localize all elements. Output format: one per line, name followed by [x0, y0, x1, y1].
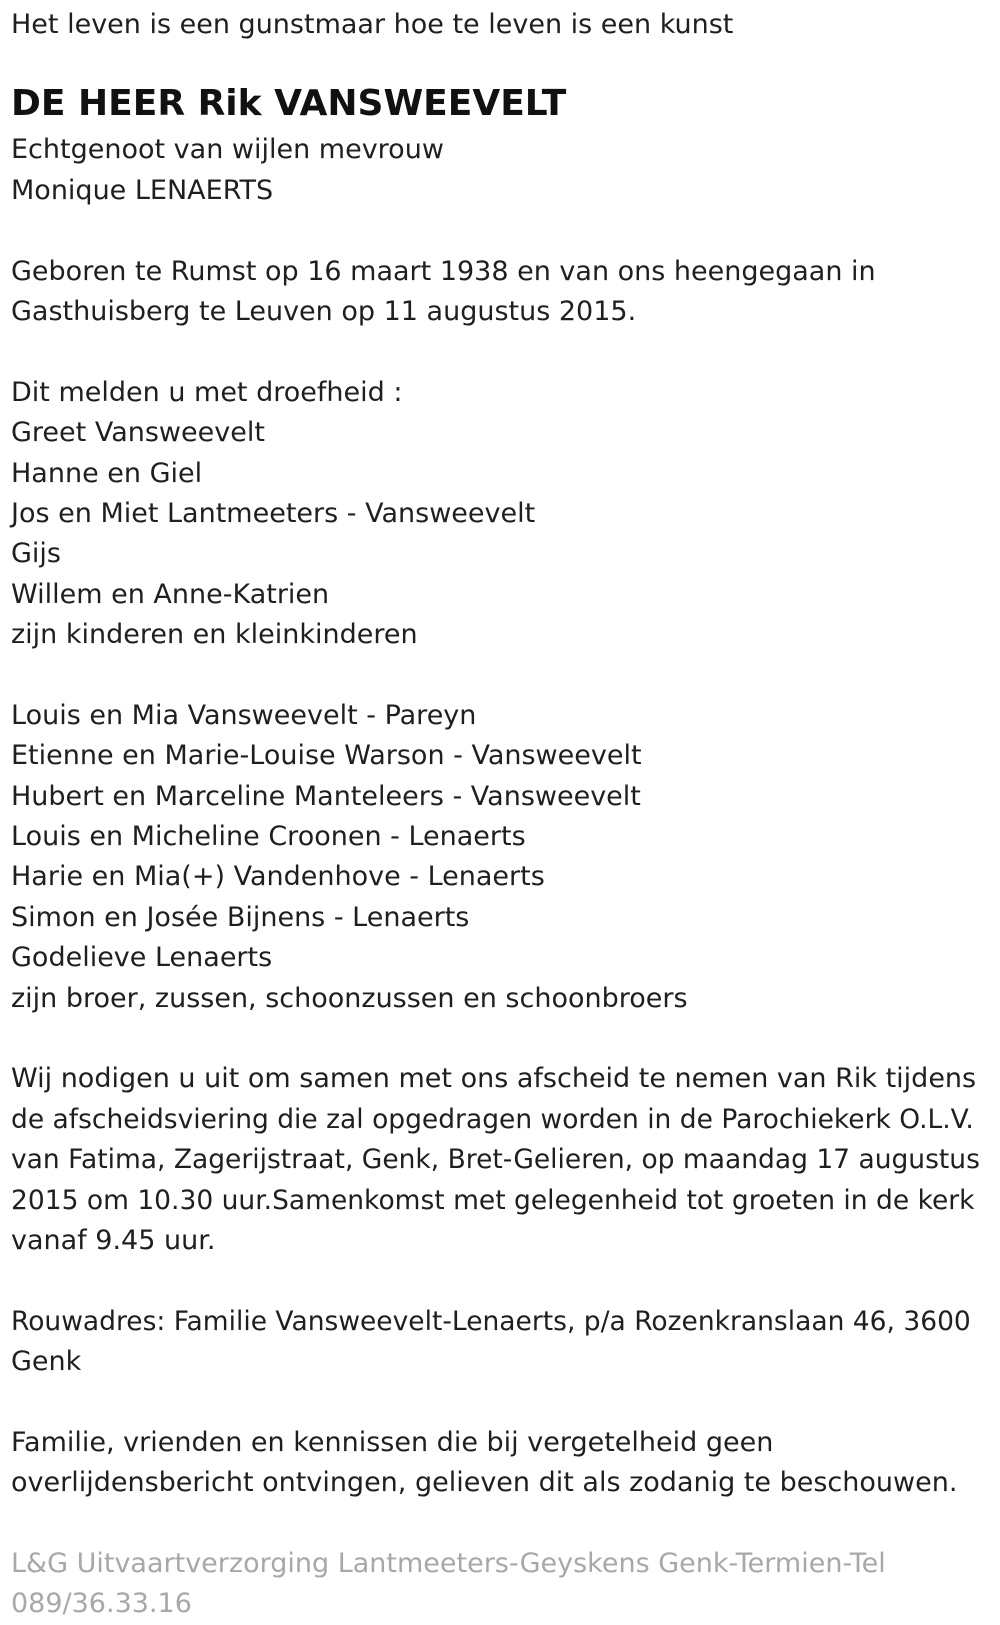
- invitation-text: de afscheidsviering die zal opgedragen worden in de Parochiekerk O.L.V.: [11, 1103, 974, 1135]
- spacer: [11, 1383, 986, 1423]
- funeral-home-phone: 089/36.33.16: [11, 1588, 192, 1620]
- family-member: Louis en Micheline Croonen - Lenaerts: [11, 821, 526, 853]
- family-member: Gijs: [11, 538, 61, 570]
- family-member: Godelieve Lenaerts: [11, 942, 273, 974]
- mourning-address: Genk: [11, 1346, 82, 1378]
- family-member: Louis en Mia Vansweevelt - Pareyn: [11, 699, 477, 731]
- family-member: Willem en Anne-Katrien: [11, 578, 330, 610]
- deceased-name: DE HEER Rik VANSWEEVELT: [11, 83, 567, 125]
- family-relation: zijn kinderen en kleinkinderen: [11, 619, 418, 651]
- invitation-text: 2015 om 10.30 uur.Samenkomst met gelegenheid tot groeten in de kerk: [11, 1184, 975, 1216]
- obituary-notice: [11, 0, 986, 1625]
- mourning-address: Rouwadres: Familie Vansweevelt-Lenaerts, p/a Rozenkranslaan 46, 3600: [11, 1305, 971, 1337]
- family-member: Hubert en Marceline Manteleers - Vansweevelt: [11, 780, 641, 812]
- family-relation: zijn broer, zussen, schoonzussen en schoonbroers: [11, 982, 688, 1014]
- spacer: [11, 1019, 986, 1059]
- family-member: Simon en Josée Bijnens - Lenaerts: [11, 901, 470, 933]
- spouse-line: Echtgenoot van wijlen mevrouw: [11, 134, 444, 166]
- announcement-intro: Dit melden u met droefheid :: [11, 376, 403, 408]
- birth-line: Geboren te Rumst op 16 maart 1938 en van ons heengegaan in: [11, 255, 876, 287]
- spouse-name: Monique LENAERTS: [11, 174, 274, 206]
- invitation-text: vanaf 9.45 uur.: [11, 1224, 216, 1256]
- notice-text: overlijdensbericht ontvingen, gelieven dit als zodanig te beschouwen.: [11, 1467, 958, 1499]
- motto: Het leven is een gunstmaar hoe te leven is een kunst: [11, 9, 734, 40]
- spacer: [11, 1504, 986, 1544]
- family-member: Harie en Mia(+) Vandenhove - Lenaerts: [11, 861, 545, 893]
- death-line: Gasthuisberg te Leuven op 11 augustus 2015.: [11, 295, 637, 327]
- family-member: Jos en Miet Lantmeeters - Vansweevelt: [11, 497, 536, 529]
- notice-text: Familie, vrienden en kennissen die bij vergetelheid geen: [11, 1426, 774, 1458]
- invitation-text: van Fatima, Zagerijstraat, Genk, Bret-Gelieren, op maandag 17 augustus: [11, 1144, 980, 1176]
- family-member: Hanne en Giel: [11, 457, 203, 489]
- spacer: [11, 655, 986, 695]
- invitation-text: Wij nodigen u uit om samen met ons afscheid te nemen van Rik tijdens: [11, 1063, 977, 1095]
- funeral-home-credit: L&G Uitvaartverzorging Lantmeeters-Geyskens Genk-Termien-Tel: [11, 1548, 886, 1580]
- family-member: Etienne en Marie-Louise Warson - Vansweevelt: [11, 740, 642, 772]
- spacer: [11, 332, 986, 372]
- spacer: [11, 1261, 986, 1301]
- spacer: [11, 211, 986, 251]
- family-member: Greet Vansweevelt: [11, 417, 265, 449]
